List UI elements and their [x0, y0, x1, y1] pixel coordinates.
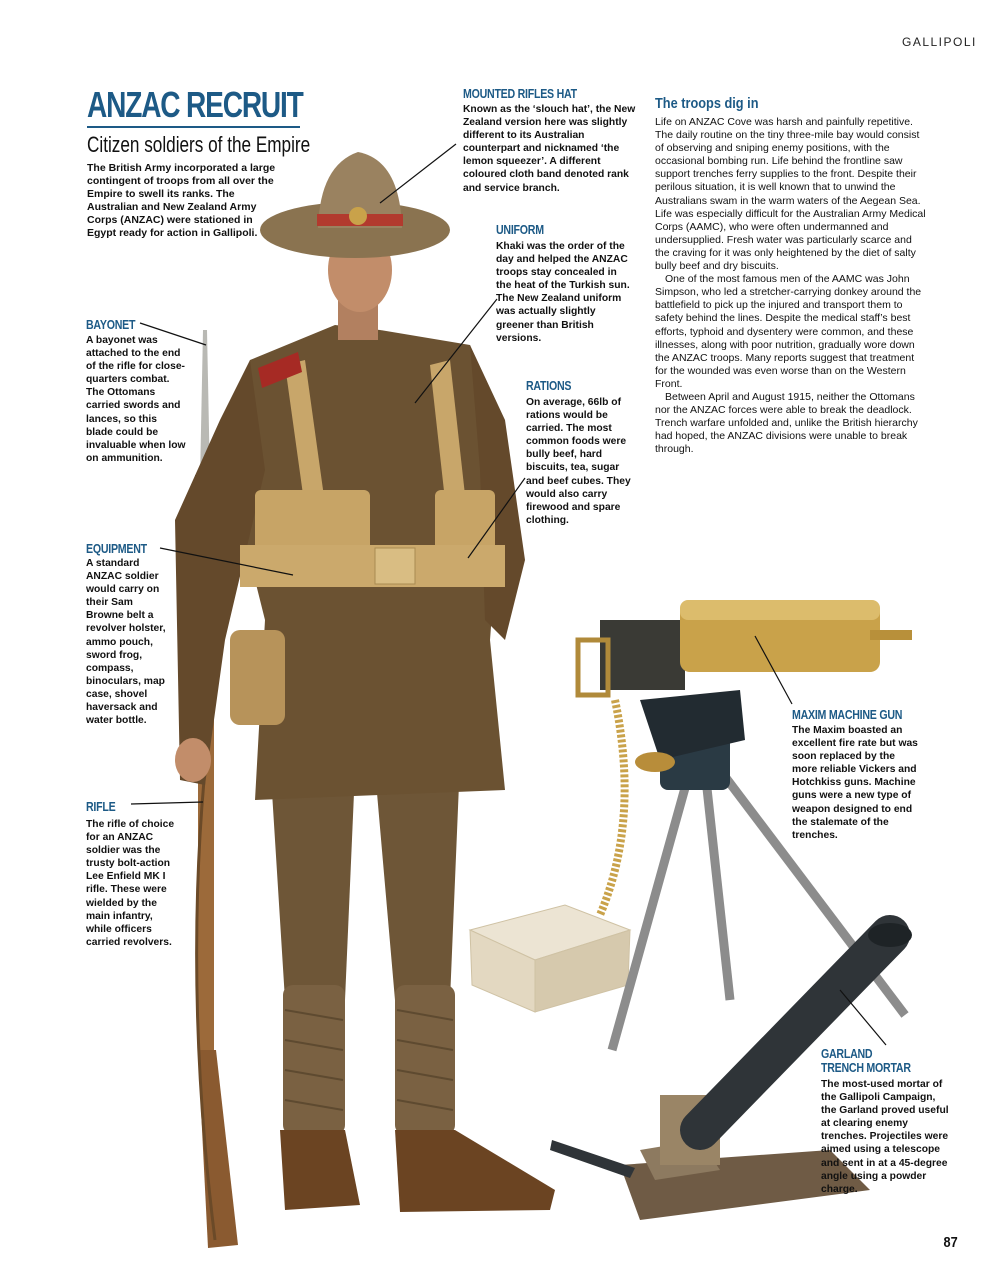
mortar-label-line2: TRENCH MORTAR [821, 1061, 911, 1075]
mortar-label-line1: GARLAND [821, 1047, 873, 1061]
rations-label: RATIONS [526, 379, 572, 393]
rifle-label: RIFLE [86, 800, 116, 814]
hat-label: MOUNTED RIFLES HAT [463, 87, 577, 101]
sidebar-paragraph-2: One of the most famous men of the AAMC was John Simpson, who led a stretcher-carrying donkey around the battlefield to pick up the injured and transport them to safety behind the lines. Despite the medical staff’s best efforts, typhoid and dysentery were common, and these illnesses, along with poor nutrition, gradually wore down the ANZAC troops. Many reports suggest that treatment for the wounded was even worse than on the Western Front. [655, 273, 922, 390]
sidebar-heading: The troops dig in [655, 96, 759, 112]
section-label: GALLIPOLI [902, 35, 977, 49]
equipment-label: EQUIPMENT [86, 542, 147, 556]
bayonet-label: BAYONET [86, 318, 136, 332]
uniform-label: UNIFORM [496, 223, 544, 237]
title-rule [87, 126, 300, 128]
rations-caption: On average, 66lb of rations would be carried. The most common foods were bully beef, hard biscuits, tea, sugar and beef cubes. They would also carry firewood and spare clothing. [526, 397, 631, 526]
page-number: 87 [943, 1234, 958, 1251]
page-subtitle: Citizen soldiers of the Empire [87, 132, 311, 157]
sidebar-paragraph-1: Life on ANZAC Cove was harsh and painfully repetitive. The daily routine on the tiny three-mile bay would consist of observing and sniping enemy positions, with the occasional bombing run. Life behind the frontline saw support trenches ferry supplies to the front. Despite their perilous situation, it is well known that to unwind the Australians swam in the warm waters of the Aegean Sea. Life was especially difficult for the Australian Army Medical Corps (AAMC), who were often undermanned and undersupplied. Fresh water was particularly scarce and the craving for it was only heightened by the diet of salty bully beef and dry biscuits. [655, 116, 926, 273]
bayonet-caption: A bayonet was attached to the end of the rifle for close-quarters combat. The Ottomans carried swords and lances, so this blade could be invaluable when low on ammunition. [86, 335, 186, 464]
page-title: ANZAC RECRUIT [87, 84, 303, 125]
uniform-caption: Khaki was the order of the day and helped the ANZAC troops stay concealed in the heat of the Turkish sun. The New Zealand uniform was actually slightly greener than British versions. [496, 241, 630, 344]
ammo-box-illustration [470, 905, 630, 1012]
mortar-caption: The most-used mortar of the Gallipoli Campaign, the Garland proved useful at clearing enemy trenches. Projectiles were aimed using a telescope and sent in at a 45-degree angle using a powder charge. [821, 1079, 949, 1195]
intro-paragraph: The British Army incorporated a large contingent of troops from all over the Empire to swell its ranks. The Australian and New Zealand Army Corps (ANZAC) were stationed in Egypt ready for action in Gallipoli. [87, 162, 276, 239]
maxim-caption: The Maxim boasted an excellent fire rate but was soon replaced by the more reliable Vickers and Hotchkiss guns. Machine guns were a new type of weapon designed to end the stalemate of the trenches. [792, 725, 918, 841]
hat-caption: Known as the ‘slouch hat’, the New Zealand version here was slightly different to its Australian counterpart and nicknamed ‘the lemon squeezer’. A different coloured cloth band denoted rank and service branch. [463, 104, 636, 194]
equipment-caption: A standard ANZAC soldier would carry on their Sam Browne belt a revolver holster, ammo pouch, sword frog, compass, binoculars, map case, shovel haversack and water bottle. [86, 558, 166, 727]
maxim-label: MAXIM MACHINE GUN [792, 708, 903, 722]
rifle-caption: The rifle of choice for an ANZAC soldier was the trusty bolt-action Lee Enfield MK I rifle. These were wielded by the main infantry, while officers carried revolvers. [86, 819, 175, 948]
sidebar-body [655, 116, 927, 456]
sidebar-paragraph-3: Between April and August 1915, neither the Ottomans nor the ANZAC forces were able to break the deadlock. Trench warfare unfolded and, unlike the British hierarchy had hoped, the ANZAC divisions were unable to break through. [655, 390, 918, 456]
